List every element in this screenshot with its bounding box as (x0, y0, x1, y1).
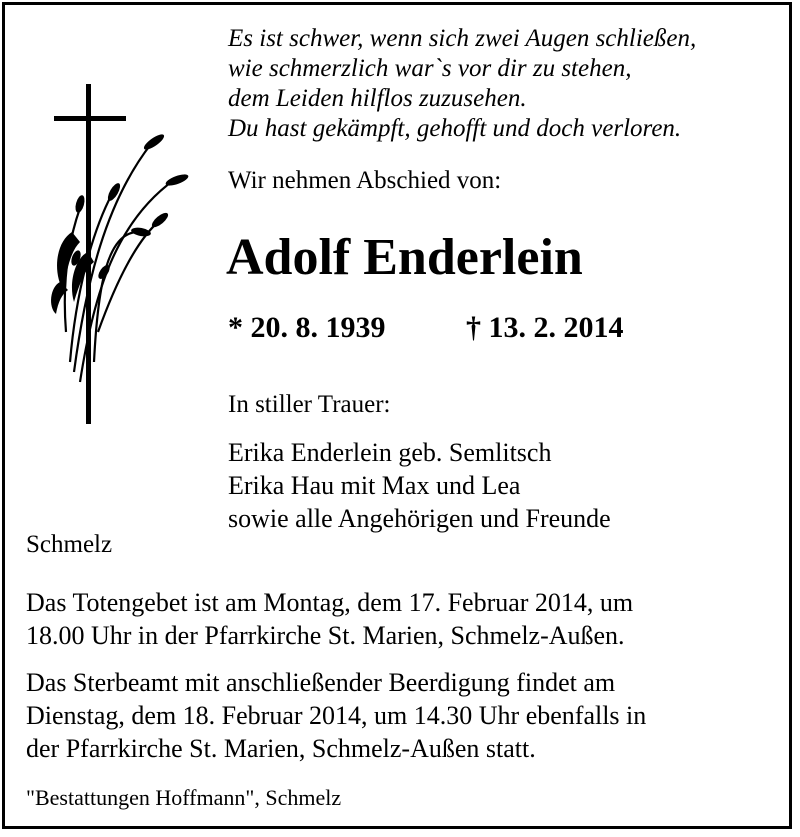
life-dates (228, 310, 624, 346)
mourner: sowie alle Angehörigen und Freunde (228, 504, 611, 533)
poem-line: dem Leiden hilflos zuzusehen. (228, 85, 527, 112)
poem-line: wie schmerzlich war`s vor dir zu stehen, (228, 55, 632, 82)
notice-line: der Pfarrkirche St. Marien, Schmelz-Außen statt. (26, 734, 536, 763)
birth-date: * 20. 8. 1939 (228, 311, 386, 344)
mourning-label: In stiller Trauer: (228, 391, 391, 418)
mourner: Erika Hau mit Max und Lea (228, 471, 521, 500)
poem-line: Du hast gekämpft, gehofft und doch verloren. (228, 115, 682, 142)
poem-line: Es ist schwer, wenn sich zwei Augen schließen, (228, 25, 697, 52)
notice-line: Das Totengebet ist am Montag, dem 17. Februar 2014, um (26, 588, 634, 617)
mourners-list (228, 436, 611, 535)
notice-line: 18.00 Uhr in der Pfarrkirche St. Marien, Schmelz-Außen. (26, 621, 625, 650)
deceased-name: Adolf Enderlein (226, 229, 583, 286)
notice-line: Das Sterbeamt mit anschließender Beerdigung findet am (26, 668, 616, 697)
cross-with-wheat-icon (46, 82, 196, 427)
death-date: † 13. 2. 2014 (466, 311, 624, 344)
mourner: Erika Enderlein geb. Semlitsch (228, 438, 552, 467)
poem (228, 24, 788, 144)
farewell-intro: Wir nehmen Abschied von: (228, 167, 502, 194)
place-name: Schmelz (26, 531, 113, 558)
notice-line: Dienstag, dem 18. Februar 2014, um 14.30 Uhr ebenfalls in (26, 701, 647, 730)
undertaker-credit: "Bestattungen Hoffmann", Schmelz (26, 785, 342, 810)
funeral-notice (26, 666, 786, 765)
prayer-notice (26, 586, 786, 652)
